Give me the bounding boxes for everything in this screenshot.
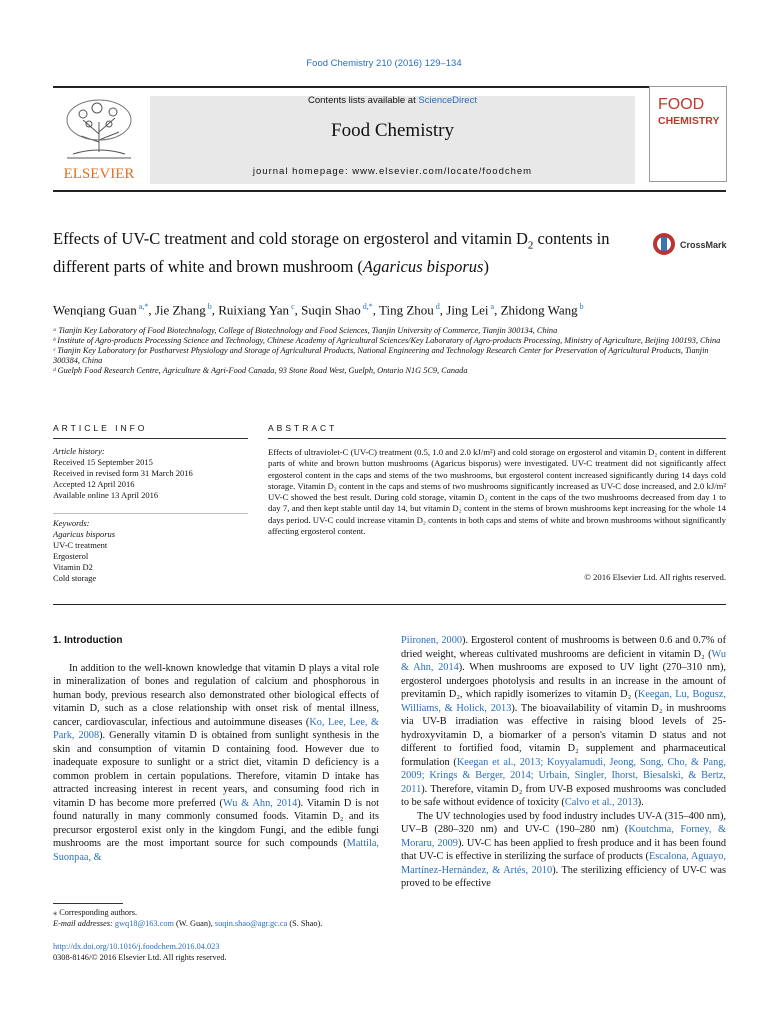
keyword-item: Cold storage: [53, 573, 97, 583]
journal-cover-thumbnail: [649, 86, 727, 182]
citation-link[interactable]: Ko, Lee, Lee, & Park, 2008: [53, 716, 379, 741]
article-title: [53, 228, 643, 278]
cover-title-food: FOOD: [658, 96, 705, 113]
affiliation-item: ᶜ Tianjin Key Laboratory for Postharvest Physiology and Storage of Agricultural Products, National Engineering and Technology Research Center for Preservation of Agricultural Products, Tianjin 300384, China: [53, 346, 709, 365]
author-affiliation-marker[interactable]: c: [289, 302, 295, 311]
abstract-bottom-rule: [53, 604, 726, 605]
citation-link[interactable]: Wu & Ahn, 2014: [222, 797, 298, 809]
citation-link[interactable]: Wu & Ahn, 2014: [401, 648, 726, 673]
keywords-label: Keywords:: [53, 518, 90, 528]
citation-link[interactable]: Piironen, 2000: [401, 635, 463, 646]
header-bottom-rule: [53, 190, 726, 192]
title-text-2: contents in different parts of white and brown mushroom (: [53, 229, 610, 277]
header-top-rule: [53, 86, 726, 88]
body-column-right: [401, 634, 726, 891]
sciencedirect-link[interactable]: ScienceDirect: [418, 95, 477, 106]
body-column-left: [53, 634, 379, 864]
footnotes: [53, 907, 393, 929]
history-item: Accepted 12 April 2016: [53, 479, 135, 489]
title-text-1: Effects of UV-C treatment and cold storage on ergosterol and vitamin D: [53, 229, 528, 248]
author-name[interactable]: Jing Lei: [446, 302, 489, 318]
abstract-rule: [268, 438, 726, 439]
author-name[interactable]: Ruixiang Yan: [218, 302, 290, 318]
author-affiliation-marker[interactable]: b: [577, 302, 584, 311]
article-info-rule: [53, 438, 248, 439]
keyword-item: UV-C treatment: [53, 540, 108, 550]
author-name[interactable]: Jie Zhang: [154, 302, 206, 318]
citation-link[interactable]: Escalona, Aguayo, Martínez-Hernández, & Artés, 2010: [401, 851, 726, 876]
journal-reference-link[interactable]: Food Chemistry 210 (2016) 129–134: [306, 58, 462, 69]
affiliation-item: ᵇ Institute of Agro-products Processing Science and Technology, Chinese Academy of Agricultural Sciences/Key Laboratory of Agro-products Processing, Ministry of Agriculture, Beijing 100193, China: [53, 336, 721, 345]
title-subscript: 2: [527, 239, 534, 252]
keywords: [53, 518, 248, 584]
paragraph: The UV technologies used by food industry includes UV-A (315–400 nm), UV–B (280–320 nm) and UV-C (190–280 nm) (Koutchma, Forney, & Moraru, 2009). UV-C has been applied to fresh produce and it has been found that UV-C is effective in sterilizing the surface of products (Escalona, Aguayo, Martínez-Hernández, & Artés, 2010). The sterilizing efficiency of UV-C was proved to be effective: [401, 810, 726, 889]
doi-link[interactable]: http://dx.doi.org/10.1016/j.foodchem.2016.04.023: [53, 942, 220, 951]
citation-link[interactable]: Mattila, Suonpaa, &: [53, 838, 379, 863]
history-item: Received 15 September 2015: [53, 457, 153, 467]
citation-link[interactable]: Koutchma, Forney, & Moraru, 2009: [401, 824, 726, 849]
email-link-shao[interactable]: suqin.shao@agr.gc.ca: [214, 919, 288, 928]
author-name[interactable]: Ting Zhou: [378, 302, 434, 318]
svg-text:ELSEVIER: ELSEVIER: [63, 166, 135, 182]
journal-name: Food Chemistry: [331, 120, 454, 141]
email-line: E-mail addresses: gwq18@163.com (W. Guan), suqin.shao@agr.gc.ca (S. Shao).: [53, 919, 323, 928]
keywords-rule: [53, 513, 248, 514]
author-list: Wenqiang Guan $^{a,*}$, Jie Zhang $^b$, Ruixiang Yan $^c$, Suqin Shao $^{d,*}$, Ting Zhou $^d$, Jing Lei $^a$, Zhidong Wang $^b$: [53, 302, 584, 318]
author-affiliation-marker[interactable]: a,*: [136, 302, 149, 311]
author-name[interactable]: Wenqiang Guan: [53, 302, 137, 318]
crossmark-badge[interactable]: [652, 230, 732, 265]
article-info-heading: ARTICLE INFO: [53, 423, 148, 433]
affiliations: [53, 326, 733, 376]
history-label: Article history:: [53, 446, 105, 456]
history-item: Available online 13 April 2016: [53, 490, 159, 500]
footnote-rule: [53, 903, 123, 904]
author-name[interactable]: Suqin Shao: [301, 302, 361, 318]
cover-title-chemistry: CHEMISTRY: [658, 115, 720, 127]
contents-prefix: Contents lists available at: [308, 95, 419, 106]
abstract-text: Effects of ultraviolet-C (UV-C) treatment (0.5, 1.0 and 2.0 kJ/m²) and cold storage on ergosterol and vitamin D₂ content in different parts of white and brown button mushrooms (Agaricus bisporus) were investigated. UV-C treatment did not significantly affect ergosterol content in the caps and stems of the two mushrooms, but ergosterol content increased significantly during 14 days cold storage. Vitamin D₂ content in the caps and stems of two mushrooms significantly increased as UV-C dose increased, and 2.0 kJ/m² UV-C showed the best result. During cold storage, vitamin D₂ content in the caps of the two mushrooms decreased from day 1 to day 7, and then kept stable until day 14, but vitamin D₂ content in the stems of brown mushrooms kept increasing for the whole 14 days period. UV-C could increase vitamin D₂ contents in both caps and stems of white and brown mushrooms without significantly affecting ergosterol content.: [268, 447, 726, 537]
citation-link[interactable]: Keegan et al., 2013; Koyyalamudi, Jeong, Song, Cho, & Pang, 2009; Krings & Berger, 2014; Urbain, Singler, Ihorst, Biesalski, & Bertz, 2011: [401, 756, 726, 795]
issn-line: 0308-8146/© 2016 Elsevier Ltd. All rights reserved.: [53, 953, 227, 962]
author-affiliation-marker[interactable]: b: [205, 302, 212, 311]
abstract-copyright: © 2016 Elsevier Ltd. All rights reserved.: [584, 572, 726, 582]
article-history: [53, 446, 248, 501]
author-name[interactable]: Zhidong Wang: [500, 302, 578, 318]
section-heading-introduction: 1. Introduction: [53, 635, 123, 646]
citation-link[interactable]: Keegan, Lu, Bogusz, Williams, & Holick, 2013: [401, 689, 726, 714]
elsevier-logo: [53, 92, 145, 184]
journal-homepage-link[interactable]: journal homepage: www.elsevier.com/locate/foodchem: [252, 166, 533, 177]
citation-link[interactable]: Calvo et al., 2013: [564, 797, 638, 808]
author-affiliation-marker[interactable]: a: [488, 302, 495, 311]
affiliation-item: ᵈ Guelph Food Research Centre, Agriculture & Agri-Food Canada, 93 Stone Road West, Guelph, Ontario N1G 5C9, Canada: [53, 366, 468, 375]
paragraph: Piironen, 2000). Ergosterol content of mushrooms is between 0.6 and 0.7% of dried weight, whereas cultivated mushrooms are deficient in vitamin D₂ (Wu & Ahn, 2014). When mushrooms are exposed to UV light (270–310 nm), ergosterol undergoes photolysis and results in an increase in the amount of previtamin D₂, which rapidly isomerizes to vitamin D₂ (Keegan, Lu, Bogusz, Williams, & Holick, 2013). The bioavailability of vitamin D₂ in mushrooms via UV-B irradiation was effective in raising blood levels of 25-hydroxyvitamin D, a biomarker of a person's vitamin D status and not different to fortified food, vitamin D₂ supplement and pharmaceutical formulation (Keegan et al., 2013; Koyyalamudi, Jeong, Song, Cho, & Pang, 2009; Krings & Berger, 2014; Urbain, Singler, Ihorst, Biesalski, & Bertz, 2011). Therefore, vitamin D₂ from UV-B exposed mushrooms was concluded to be safe without evidence of toxicity (Calvo et al., 2013).: [401, 635, 727, 808]
keyword-item: Ergosterol: [53, 551, 89, 561]
affiliation-item: ᵃ Tianjin Key Laboratory of Food Biotechnology, College of Biotechnology and Food Sciences, Tianjin University of Commerce, Tianjin 300134, China: [53, 326, 558, 335]
author-affiliation-marker[interactable]: d,*: [360, 302, 373, 311]
author-affiliation-marker[interactable]: d: [433, 302, 440, 311]
title-species: Agaricus bisporus: [362, 257, 484, 277]
abstract-heading: ABSTRACT: [268, 423, 338, 433]
paragraph: In addition to the well-known knowledge that vitamin D plays a vital role in mineralization of bones and regulation of calcium and phosphorous in human body, previous research also demonstrated other biological effects of vitamin D, such as a close relationship with onset risk of mental illness, cancer, cardiovascular, infectious and autoimmune diseases (Ko, Lee, Lee, & Park, 2008). Generally vitamin D is obtained from sunlight synthesis in the skin and consumption of vitamin D containing food. However due to inadequate exposure to sunlight or a strict diet, vitamin D deficiency is a common problem in certain populations. Therefore, vitamin D intake has attracted increasing interest in recent years, and consuming food rich in vitamin D has become more preferred (Wu & Ahn, 2014). Vitamin D is not found naturally in many commonly consumed foods. Vitamin D₂ and its precursor ergosterol exist only in the kingdom Fungi, and the edible fungi mushrooms are the most important source for such compounds (Mattila, Suonpaa, &: [53, 662, 380, 863]
title-text-end: ): [483, 257, 489, 277]
contents-available-line: [150, 95, 635, 106]
keyword-item: Agaricus bisporus: [53, 529, 116, 539]
svg-text:CrossMark: CrossMark: [680, 240, 727, 250]
keyword-item: Vitamin D2: [53, 562, 93, 572]
corresponding-note: ⁎ Corresponding authors.: [53, 908, 138, 917]
doi-block: [53, 941, 227, 963]
history-item: Received in revised form 31 March 2016: [53, 468, 193, 478]
email-link-guan[interactable]: gwq18@163.com: [114, 919, 174, 928]
